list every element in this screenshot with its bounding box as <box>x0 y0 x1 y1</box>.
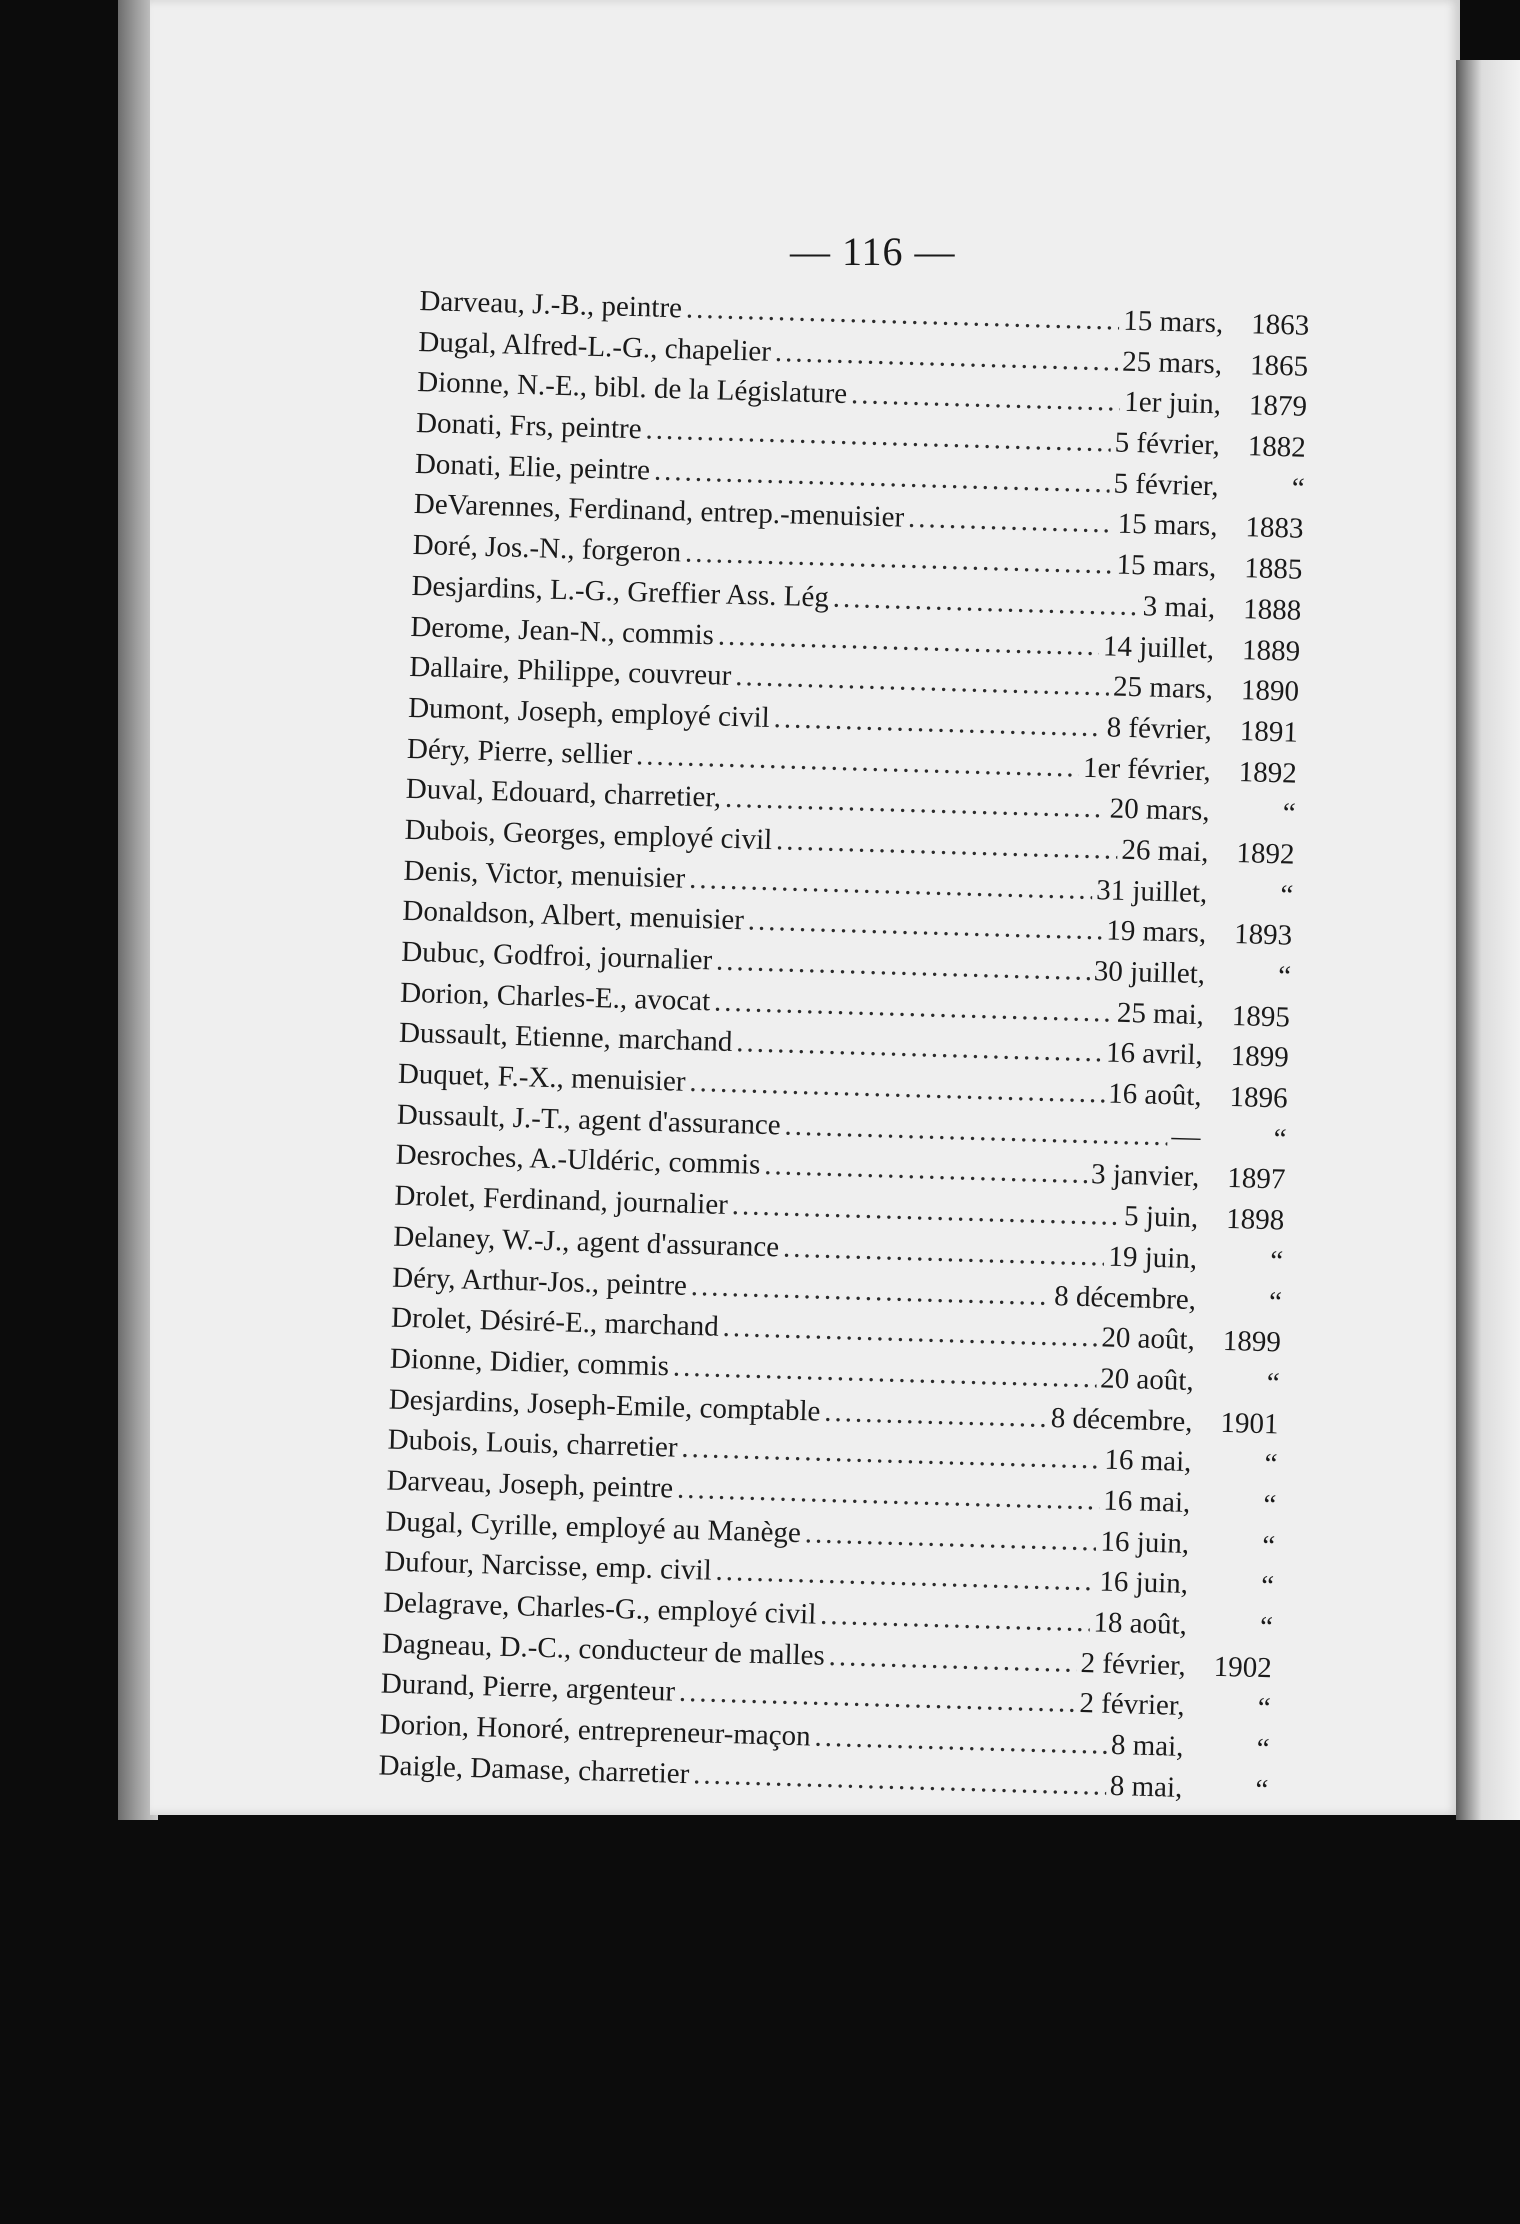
entry-year: 1901 <box>1220 1406 1279 1440</box>
entry-year: 1898 <box>1225 1203 1285 1237</box>
entry-name: Déry, Pierre, sellier <box>406 732 633 771</box>
entry-date: 3 mai, <box>1142 590 1216 625</box>
entry-name: Delagrave, Charles-G., employé civil <box>382 1586 817 1631</box>
entry-date: 25 mars, <box>1112 670 1214 706</box>
next-page-edge <box>1456 60 1520 1820</box>
dot-leader <box>908 502 1115 541</box>
entry-name: Drolet, Ferdinand, journalier <box>394 1179 729 1222</box>
entry-name: Desjardins, L.-G., Greffier Ass. Lég <box>411 569 830 614</box>
entry-year: “ <box>1277 960 1292 993</box>
entry-year: 1888 <box>1242 592 1302 627</box>
entry-date: 19 juin, <box>1108 1240 1198 1275</box>
entry-year: 1863 <box>1250 308 1310 342</box>
dot-leader <box>828 1640 1077 1680</box>
dot-leader <box>824 1395 1047 1434</box>
entry-name: DeVarennes, Ferdinand, entrep.-menuisier <box>413 488 905 535</box>
dot-leader <box>851 378 1121 419</box>
entry-date: 16 août, <box>1107 1077 1203 1113</box>
entry-date: 5 juin, <box>1123 1200 1199 1235</box>
entry-date: 15 mars, <box>1116 548 1217 584</box>
entry-name: Dussault, Etienne, marchand <box>398 1017 733 1059</box>
entry-name: Dallaire, Philippe, couvreur <box>408 651 732 693</box>
entry-date: 25 mai, <box>1116 996 1205 1031</box>
entry-name: Desroches, A.-Uldéric, commis <box>395 1139 761 1182</box>
entry-name: Dionne, Didier, commis <box>389 1342 670 1383</box>
entry-year: 1882 <box>1247 430 1307 464</box>
entry-date: 18 août, <box>1093 1606 1188 1641</box>
entry-year: “ <box>1262 1488 1277 1522</box>
entry-date: 26 mai, <box>1121 833 1209 869</box>
entry-year: “ <box>1279 878 1294 912</box>
entry-name: Dubois, Louis, charretier <box>387 1423 678 1464</box>
entry-date: 8 février, <box>1106 711 1213 747</box>
entry-name: Durand, Pierre, argenteur <box>380 1667 676 1709</box>
entry-date: 2 février, <box>1079 1687 1186 1723</box>
entry-year: 1883 <box>1245 511 1304 546</box>
entry-year: 1889 <box>1241 633 1301 668</box>
entry-name: Derome, Jean-N., commis <box>410 610 715 651</box>
entry-date: 8 mai, <box>1110 1728 1184 1763</box>
entry-name: Doré, Jos.-N., forgeron <box>412 529 682 569</box>
entry-date: 16 mai, <box>1104 1443 1192 1479</box>
entry-name: Delaney, W.-J., agent d'assurance <box>392 1220 780 1264</box>
entry-year: “ <box>1282 797 1297 830</box>
entry-name: Donaldson, Albert, menuisier <box>402 895 745 937</box>
entry-year: “ <box>1259 1610 1274 1644</box>
dot-leader <box>804 1517 1097 1558</box>
entry-year: 1890 <box>1240 674 1300 708</box>
entry-name: Dionne, N.-E., bibl. de la Législature <box>416 366 848 411</box>
entry-date: 20 août, <box>1100 1321 1196 1357</box>
entry-year: “ <box>1261 1529 1276 1562</box>
entry-year: “ <box>1254 1773 1269 1807</box>
entry-year: 1892 <box>1238 755 1298 790</box>
entry-name: Dubois, Georges, employé civil <box>404 813 773 856</box>
entry-date: 1er juin, <box>1123 386 1222 421</box>
entry-year: 1902 <box>1213 1650 1273 1685</box>
dot-leader <box>820 1599 1090 1640</box>
entry-year: “ <box>1269 1244 1284 1278</box>
entry-year: “ <box>1260 1570 1275 1603</box>
entry-name: Darveau, J.-B., peintre <box>419 285 683 325</box>
entry-date: 20 août, <box>1099 1362 1195 1397</box>
entry-date: 3 janvier, <box>1090 1158 1200 1194</box>
entry-date: 20 mars, <box>1109 792 1211 828</box>
entry-name: Dubuc, Godfroi, journalier <box>400 935 713 977</box>
entry-date: — <box>1171 1120 1201 1153</box>
entry-date: 1er février, <box>1082 751 1212 787</box>
entry-date: 14 juillet, <box>1102 629 1215 665</box>
entry-date: 15 mars, <box>1117 508 1219 543</box>
entry-year: 1891 <box>1239 714 1299 749</box>
member-list <box>378 285 1310 1815</box>
page-number: — 116 — <box>790 229 956 274</box>
entry-date: 16 juin, <box>1100 1525 1190 1560</box>
entry-year: “ <box>1264 1448 1278 1481</box>
entry-date: 5 février, <box>1114 426 1221 462</box>
entry-name: Dugal, Cyrille, employé au Manège <box>385 1505 802 1549</box>
entry-year: 1896 <box>1229 1080 1289 1115</box>
entry-name: Dorion, Charles-E., avocat <box>399 976 711 1018</box>
entry-name: Darveau, Joseph, peintre <box>386 1464 674 1505</box>
entry-name: Dorion, Honoré, entrepreneur-maçon <box>379 1708 812 1753</box>
entry-year: “ <box>1266 1366 1281 1400</box>
entry-name: Dussault, J.-T., agent d'assurance <box>396 1098 782 1142</box>
entry-year: “ <box>1291 472 1306 505</box>
entry-year: 1879 <box>1248 389 1308 424</box>
entry-date: 5 février, <box>1113 467 1220 503</box>
entry-date: 31 juillet, <box>1095 873 1208 909</box>
dot-leader <box>814 1721 1107 1762</box>
entry-name: Duval, Edouard, charretier, <box>405 773 722 814</box>
entry-date: 16 avril, <box>1105 1036 1204 1072</box>
entry-year: 1897 <box>1226 1162 1286 1196</box>
entry-year: 1893 <box>1233 918 1293 952</box>
entry-date: 19 mars, <box>1105 914 1207 950</box>
entry-date: 30 juillet, <box>1093 955 1206 991</box>
entry-year: 1892 <box>1236 836 1295 871</box>
entry-date: 8 mai, <box>1109 1769 1183 1804</box>
entry-year: 1865 <box>1249 348 1309 383</box>
entry-date: 2 février, <box>1080 1646 1187 1682</box>
entry-year: 1899 <box>1222 1325 1282 1359</box>
entry-name: Dugal, Alfred-L.-G., chapelier <box>417 325 772 368</box>
entry-date: 16 mai, <box>1102 1484 1191 1519</box>
entry-year: “ <box>1257 1692 1272 1725</box>
entry-name: Donati, Frs, peintre <box>415 407 643 446</box>
entry-name: Donati, Elie, peintre <box>414 447 651 487</box>
entry-name: Desjardins, Joseph-Emile, comptable <box>388 1383 821 1428</box>
entry-name: Dumont, Joseph, employé civil <box>407 691 771 734</box>
entry-date: 8 décembre, <box>1050 1401 1194 1438</box>
entry-year: 1899 <box>1230 1040 1290 1074</box>
entry-name: Denis, Victor, menuisier <box>403 854 686 895</box>
entry-date: 16 juin, <box>1098 1565 1189 1601</box>
entry-date: 15 mars, <box>1122 304 1224 340</box>
entry-name: Drolet, Désiré-E., marchand <box>390 1301 720 1343</box>
entry-year: “ <box>1268 1285 1283 1318</box>
entry-name: Déry, Arthur-Jos., peintre <box>391 1261 688 1302</box>
entry-year: 1885 <box>1243 552 1303 586</box>
entry-name: Daigle, Damase, charretier <box>378 1749 690 1790</box>
entry-name: Dufour, Narcisse, emp. civil <box>383 1545 713 1587</box>
entry-name: Duquet, F.-X., menuisier <box>397 1057 686 1098</box>
entry-date: 25 mars, <box>1121 345 1223 381</box>
entry-year: “ <box>1256 1732 1270 1766</box>
entry-date: 8 décembre, <box>1053 1279 1197 1316</box>
entry-name: Dagneau, D.-C., conducteur de malles <box>381 1627 826 1672</box>
entry-year: 1895 <box>1231 999 1291 1034</box>
entry-year: “ <box>1273 1122 1287 1156</box>
